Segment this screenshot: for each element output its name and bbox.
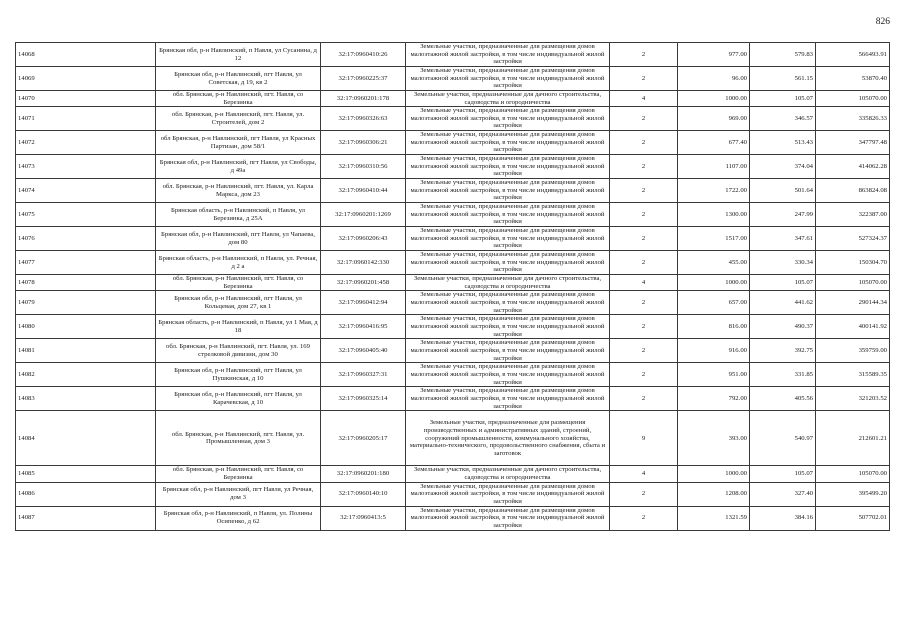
row-land-use: Земельные участки, предназначенные для размещения домов малоэтажной жилой застройки, в том числе индивидуальной жилой застройки [406, 291, 610, 315]
row-number: 14083 [16, 387, 156, 411]
row-number: 14087 [16, 506, 156, 530]
row-cadastral-value: 863824.08 [816, 179, 890, 203]
row-land-use: Земельные участки, предназначенные для дачного строительства, садоводства и огородничества [406, 466, 610, 482]
row-land-use: Земельные участки, предназначенные для размещения домов малоэтажной жилой застройки, в том числе индивидуальной жилой застройки [406, 155, 610, 179]
row-land-use: Земельные участки, предназначенные для размещения домов малоэтажной жилой застройки, в том числе индивидуальной жилой застройки [406, 203, 610, 227]
row-specific-value: 374.04 [750, 155, 816, 179]
table-row [16, 506, 890, 530]
table-row [16, 363, 890, 387]
row-specific-value: 247.99 [750, 203, 816, 227]
table-row [16, 275, 890, 291]
cadastral-value-table [15, 42, 890, 531]
row-cadastral-value: 347797.48 [816, 131, 890, 155]
row-address: Брянская обл, р-н Навлинский, пгт Навля, ул Советская, д 19, кв 2 [156, 67, 321, 91]
row-category: 4 [610, 275, 678, 291]
row-area: 1208.00 [678, 482, 750, 506]
row-number: 14084 [16, 411, 156, 466]
row-category: 4 [610, 91, 678, 107]
row-category: 2 [610, 387, 678, 411]
row-number: 14082 [16, 363, 156, 387]
row-specific-value: 513.43 [750, 131, 816, 155]
row-cadastral-number: 32:17:0960142:330 [321, 251, 406, 275]
row-number: 14072 [16, 131, 156, 155]
table-row [16, 411, 890, 466]
table-row [16, 107, 890, 131]
row-category: 2 [610, 179, 678, 203]
row-area: 977.00 [678, 43, 750, 67]
table-row [16, 131, 890, 155]
row-cadastral-number: 32:17:0960205:17 [321, 411, 406, 466]
row-cadastral-number: 32:17:0960201:180 [321, 466, 406, 482]
row-number: 14085 [16, 466, 156, 482]
row-land-use: Земельные участки, предназначенные для размещения домов малоэтажной жилой застройки, в том числе индивидуальной жилой застройки [406, 107, 610, 131]
table-row [16, 251, 890, 275]
table-row [16, 482, 890, 506]
row-cadastral-value: 105070.00 [816, 91, 890, 107]
row-cadastral-value: 53870.40 [816, 67, 890, 91]
row-area: 96.00 [678, 67, 750, 91]
row-address: Брянская область, р-н Навлинский, п Навля, ул Березинка, д 25А [156, 203, 321, 227]
row-area: 1107.00 [678, 155, 750, 179]
row-specific-value: 331.85 [750, 363, 816, 387]
row-number: 14078 [16, 275, 156, 291]
row-address: обл. Брянская, р-н Навлинский, пгт. Навля, со Березинка [156, 91, 321, 107]
row-cadastral-number: 32:17:0960201:178 [321, 91, 406, 107]
row-cadastral-value: 105070.00 [816, 275, 890, 291]
row-land-use: Земельные участки, предназначенные для размещения домов малоэтажной жилой застройки, в том числе индивидуальной жилой застройки [406, 363, 610, 387]
row-category: 2 [610, 482, 678, 506]
row-number: 14080 [16, 315, 156, 339]
row-category: 2 [610, 203, 678, 227]
row-specific-value: 384.16 [750, 506, 816, 530]
row-area: 816.00 [678, 315, 750, 339]
row-area: 677.40 [678, 131, 750, 155]
row-address: обл. Брянская, р-н Навлинский, пгт. Навля, ул. Карла Маркса, дом 23 [156, 179, 321, 203]
row-number: 14081 [16, 339, 156, 363]
row-number: 14073 [16, 155, 156, 179]
row-cadastral-value: 212601.21 [816, 411, 890, 466]
page-number: 826 [875, 17, 890, 27]
row-area: 1000.00 [678, 275, 750, 291]
table-row [16, 387, 890, 411]
row-address: Брянская обл, р-н Навлинский, пгт Навля, ул Пушкинская, д 10 [156, 363, 321, 387]
row-cadastral-number: 32:17:0960306:21 [321, 131, 406, 155]
row-specific-value: 501.64 [750, 179, 816, 203]
table-row [16, 67, 890, 91]
row-category: 2 [610, 339, 678, 363]
row-area: 1321.59 [678, 506, 750, 530]
row-land-use: Земельные участки, предназначенные для размещения домов малоэтажной жилой застройки, в том числе индивидуальной жилой застройки [406, 227, 610, 251]
row-address: Брянская обл, р-н Навлинский, пгт Навля, ул Речная, дом 3 [156, 482, 321, 506]
row-address: обл Брянская, р-н Навлинский, пгт Навля, ул Красных Партизан, дом 58/1 [156, 131, 321, 155]
row-cadastral-number: 32:17:0960413:5 [321, 506, 406, 530]
row-area: 393.00 [678, 411, 750, 466]
row-specific-value: 490.37 [750, 315, 816, 339]
row-specific-value: 540.97 [750, 411, 816, 466]
table-row [16, 227, 890, 251]
table-row [16, 91, 890, 107]
row-cadastral-value: 566493.91 [816, 43, 890, 67]
row-cadastral-value: 322387.00 [816, 203, 890, 227]
row-category: 2 [610, 107, 678, 131]
row-land-use: Земельные участки, предназначенные для размещения домов малоэтажной жилой застройки, в том числе индивидуальной жилой застройки [406, 339, 610, 363]
row-cadastral-number: 32:17:0960206:43 [321, 227, 406, 251]
row-specific-value: 327.40 [750, 482, 816, 506]
row-number: 14076 [16, 227, 156, 251]
row-land-use: Земельные участки, предназначенные для дачного строительства, садоводства и огородничества [406, 91, 610, 107]
row-number: 14079 [16, 291, 156, 315]
row-area: 657.00 [678, 291, 750, 315]
row-cadastral-number: 32:17:0960310:56 [321, 155, 406, 179]
row-category: 2 [610, 155, 678, 179]
row-area: 1517.00 [678, 227, 750, 251]
row-cadastral-value: 414062.28 [816, 155, 890, 179]
row-specific-value: 105.07 [750, 275, 816, 291]
row-number: 14069 [16, 67, 156, 91]
row-address: обл. Брянская, р-н Навлинский, пгт. Навля, ул. Промышленная, дом 3 [156, 411, 321, 466]
row-land-use: Земельные участки, предназначенные для размещения домов малоэтажной жилой застройки, в том числе индивидуальной жилой застройки [406, 43, 610, 67]
row-specific-value: 561.15 [750, 67, 816, 91]
row-cadastral-value: 150304.70 [816, 251, 890, 275]
row-category: 2 [610, 506, 678, 530]
row-specific-value: 441.62 [750, 291, 816, 315]
row-specific-value: 347.61 [750, 227, 816, 251]
row-land-use: Земельные участки, предназначенные для дачного строительства, садоводства и огородничества [406, 275, 610, 291]
row-address: Брянская обл, р-н Навлинский, пгт Навля, ул Карачевская, д 10 [156, 387, 321, 411]
row-land-use: Земельные участки, предназначенные для размещения домов малоэтажной жилой застройки, в том числе индивидуальной жилой застройки [406, 387, 610, 411]
table-row [16, 466, 890, 482]
row-specific-value: 105.07 [750, 466, 816, 482]
row-cadastral-number: 32:17:0960325:14 [321, 387, 406, 411]
row-area: 455.00 [678, 251, 750, 275]
row-cadastral-value: 507702.01 [816, 506, 890, 530]
row-cadastral-number: 32:17:0960201:1269 [321, 203, 406, 227]
row-address: Брянская область, р-н Навлинский, п Навля, ул. Речная, д 2 а [156, 251, 321, 275]
row-specific-value: 392.75 [750, 339, 816, 363]
row-number: 14070 [16, 91, 156, 107]
row-area: 969.00 [678, 107, 750, 131]
row-category: 2 [610, 227, 678, 251]
row-area: 1000.00 [678, 91, 750, 107]
row-cadastral-value: 105070.00 [816, 466, 890, 482]
row-cadastral-value: 321203.52 [816, 387, 890, 411]
row-land-use: Земельные участки, предназначенные для размещения домов малоэтажной жилой застройки, в том числе индивидуальной жилой застройки [406, 179, 610, 203]
row-specific-value: 579.83 [750, 43, 816, 67]
table-body [16, 43, 890, 531]
row-address: обл. Брянская, р-н Навлинский, пгт. Навля, ул. Строителей, дом 2 [156, 107, 321, 131]
row-cadastral-value: 290144.34 [816, 291, 890, 315]
row-area: 1000.00 [678, 466, 750, 482]
row-cadastral-value: 335826.33 [816, 107, 890, 131]
row-specific-value: 330.34 [750, 251, 816, 275]
row-category: 2 [610, 67, 678, 91]
row-number: 14077 [16, 251, 156, 275]
row-land-use: Земельные участки, предназначенные для размещения домов малоэтажной жилой застройки, в том числе индивидуальной жилой застройки [406, 67, 610, 91]
row-category: 2 [610, 315, 678, 339]
row-cadastral-value: 395499.20 [816, 482, 890, 506]
table-row [16, 291, 890, 315]
row-cadastral-number: 32:17:0960201:458 [321, 275, 406, 291]
row-cadastral-number: 32:17:0960327:31 [321, 363, 406, 387]
row-land-use: Земельные участки, предназначенные для размещения производственных и административных зданий, строений, сооружений промышленности, коммунального хозяйства, материально-технического, продовольственного снабжения, сбыта и заготовок [406, 411, 610, 466]
row-address: Брянская обл, р-н Навлинский, пгт Навля, ул Свободы, д 49а [156, 155, 321, 179]
row-area: 951.00 [678, 363, 750, 387]
row-specific-value: 405.56 [750, 387, 816, 411]
row-cadastral-value: 400141.92 [816, 315, 890, 339]
row-cadastral-number: 32:17:0960405:40 [321, 339, 406, 363]
row-cadastral-value: 359759.00 [816, 339, 890, 363]
row-area: 792.00 [678, 387, 750, 411]
row-address: Брянская обл, р-н Навлинский, пгт Навля, ул Чапаева, дом 80 [156, 227, 321, 251]
row-address: обл. Брянская, р-н Навлинский, пгт. Навля, со Березинка [156, 275, 321, 291]
table-row [16, 203, 890, 227]
row-land-use: Земельные участки, предназначенные для размещения домов малоэтажной жилой застройки, в том числе индивидуальной жилой застройки [406, 506, 610, 530]
table-row [16, 155, 890, 179]
row-category: 9 [610, 411, 678, 466]
row-category: 2 [610, 251, 678, 275]
table-row [16, 43, 890, 67]
table-row [16, 179, 890, 203]
table-row [16, 339, 890, 363]
row-address: обл. Брянская, р-н Навлинский, пгт. Навля, со Березинка [156, 466, 321, 482]
row-address: Брянская область, р-н Навлинский, п Навля, ул 1 Мая, д 18 [156, 315, 321, 339]
row-number: 14074 [16, 179, 156, 203]
row-land-use: Земельные участки, предназначенные для размещения домов малоэтажной жилой застройки, в том числе индивидуальной жилой застройки [406, 482, 610, 506]
table-row [16, 315, 890, 339]
row-land-use: Земельные участки, предназначенные для размещения домов малоэтажной жилой застройки, в том числе индивидуальной жилой застройки [406, 315, 610, 339]
row-category: 2 [610, 363, 678, 387]
row-area: 1300.00 [678, 203, 750, 227]
row-cadastral-number: 32:17:0960140:10 [321, 482, 406, 506]
row-cadastral-number: 32:17:0960410:26 [321, 43, 406, 67]
row-address: Брянская обл, р-н Навлинский, пгт Навля, ул Кольцевая, дом 27, кв 1 [156, 291, 321, 315]
row-number: 14075 [16, 203, 156, 227]
row-land-use: Земельные участки, предназначенные для размещения домов малоэтажной жилой застройки, в том числе индивидуальной жилой застройки [406, 251, 610, 275]
row-category: 2 [610, 131, 678, 155]
row-category: 2 [610, 43, 678, 67]
row-cadastral-number: 32:17:0960326:63 [321, 107, 406, 131]
row-cadastral-number: 32:17:0960412:94 [321, 291, 406, 315]
row-category: 2 [610, 291, 678, 315]
row-cadastral-value: 315589.35 [816, 363, 890, 387]
row-cadastral-number: 32:17:0960416:95 [321, 315, 406, 339]
row-cadastral-value: 527324.37 [816, 227, 890, 251]
row-address: обл. Брянская, р-н Навлинский, пгт. Навля, ул. 169 стрелковой дивизии, дом 30 [156, 339, 321, 363]
row-number: 14071 [16, 107, 156, 131]
row-specific-value: 346.57 [750, 107, 816, 131]
row-address: Брянская обл, р-н Навлинский, п Навля, ул. Полины Осипенко, д 62 [156, 506, 321, 530]
row-specific-value: 105.07 [750, 91, 816, 107]
row-number: 14068 [16, 43, 156, 67]
row-area: 916.00 [678, 339, 750, 363]
row-area: 1722.00 [678, 179, 750, 203]
row-cadastral-number: 32:17:0960225:37 [321, 67, 406, 91]
row-category: 4 [610, 466, 678, 482]
row-cadastral-number: 32:17:0960410:44 [321, 179, 406, 203]
row-land-use: Земельные участки, предназначенные для размещения домов малоэтажной жилой застройки, в том числе индивидуальной жилой застройки [406, 131, 610, 155]
row-address: Брянская обл, р-н Навлинский, п Навля, ул Сусанина, д 12 [156, 43, 321, 67]
row-number: 14086 [16, 482, 156, 506]
